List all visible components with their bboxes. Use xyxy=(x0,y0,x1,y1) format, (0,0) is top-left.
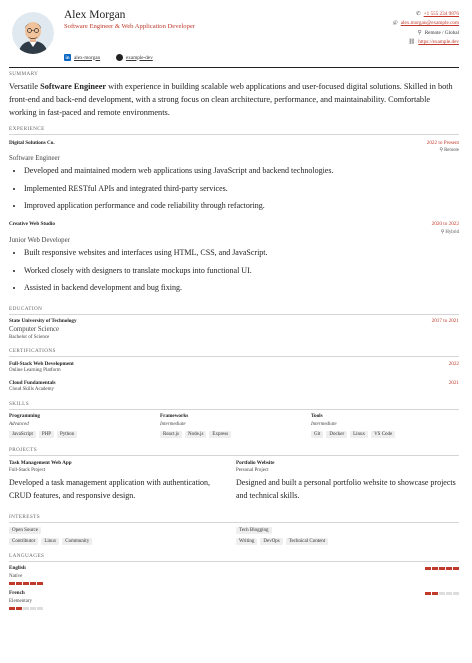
language-level-segment xyxy=(37,607,43,610)
interest-tag: Linux xyxy=(41,538,59,545)
github-profile[interactable] xyxy=(116,54,153,61)
linkedin-profile[interactable] xyxy=(64,54,100,61)
skill-tag: Python xyxy=(57,431,77,438)
skill-tag: PHP xyxy=(39,431,54,438)
language-level-segment xyxy=(30,582,36,585)
language-level-bar xyxy=(9,607,43,610)
location-pin-icon: ⚲ xyxy=(417,30,422,36)
section-divider xyxy=(9,455,459,456)
list-item: • Worked closely with designers to translate mockups into functional UI. xyxy=(24,266,268,284)
project-type: Full-Stack Project xyxy=(9,468,46,473)
interest-keywords xyxy=(9,538,92,545)
interest-tag: DevOps xyxy=(260,538,282,545)
job-dates: 2020 to 2022 xyxy=(431,221,459,227)
language-level-segment xyxy=(16,607,22,610)
project-name: Task Management Web App xyxy=(9,460,72,466)
education-degree: Bachelor of Science xyxy=(9,335,50,340)
company-name: Digital Solutions Co. xyxy=(9,140,55,146)
skill-tag: Docker xyxy=(326,431,347,438)
language-level-bar xyxy=(425,592,459,595)
section-divider xyxy=(9,356,459,357)
project-type: Personal Project xyxy=(236,468,269,473)
language-level-segment xyxy=(453,592,459,595)
language-level-segment xyxy=(446,592,452,595)
contact-location xyxy=(418,30,459,36)
language-level-bar xyxy=(425,567,459,570)
certification-year: 2022 xyxy=(448,361,459,367)
certification-name: Cloud Fundamentals xyxy=(9,380,56,386)
skill-tag: Node.js xyxy=(185,431,206,438)
language-fluency: Native xyxy=(9,574,23,579)
skill-keywords xyxy=(9,431,77,438)
section-divider xyxy=(9,522,459,523)
skill-name: Tools xyxy=(311,413,323,419)
at-icon: @ xyxy=(392,20,398,26)
person-name: Alex Morgan xyxy=(64,9,126,21)
language-level-segment xyxy=(16,582,22,585)
language-level-segment xyxy=(23,582,29,585)
job-location: ⚲ Hybrid xyxy=(440,230,459,235)
interest-tag: Open Source xyxy=(9,527,41,534)
avatar xyxy=(12,12,54,54)
section-divider xyxy=(9,314,459,315)
language-level-segment xyxy=(9,607,15,610)
skill-tag: Express xyxy=(209,431,231,438)
skill-name: Programming xyxy=(9,413,41,419)
interest-tag: Contributor xyxy=(9,538,38,545)
skill-level: Intermediate xyxy=(311,422,337,427)
skill-tag: JavaScript xyxy=(9,431,36,438)
language-level-segment xyxy=(432,592,438,595)
education-dates: 2017 to 2021 xyxy=(431,318,459,324)
skill-tag: Linux xyxy=(350,431,368,438)
job-bullets xyxy=(24,166,333,219)
list-item: • Implemented RESTful APIs and integrated third-party services. xyxy=(24,184,333,202)
skill-level: Advanced xyxy=(9,422,29,427)
language-level-segment xyxy=(439,567,445,570)
summary-text: Versatile Software Engineer with experience in building scalable web applications and user-focused digital solutions. Skilled in both front-end and back-end development, with a strong focus on clean architecture, performance, and maintainability. Comfortable working in fast-paced and remote environments. xyxy=(9,82,453,117)
language-level-segment xyxy=(30,607,36,610)
section-divider xyxy=(9,561,459,562)
certification-year: 2021 xyxy=(448,380,459,386)
language-level-segment xyxy=(9,582,15,585)
language-level-segment xyxy=(446,567,452,570)
list-item: • Built responsive websites and interfaces using HTML, CSS, and JavaScript. xyxy=(24,248,268,266)
list-item: • Assisted in backend development and bug fixing. xyxy=(24,283,268,301)
section-title-skills: SKILLS xyxy=(9,401,29,407)
interest-keywords xyxy=(236,527,272,534)
job-location: ⚲ Remote xyxy=(439,148,459,153)
section-title-interests: INTERESTS xyxy=(9,514,40,520)
list-item: • Developed and maintained modern web applications using JavaScript and backend technologies. xyxy=(24,166,333,184)
job-bullets xyxy=(24,248,268,301)
website-link[interactable]: https://example.dev xyxy=(418,39,459,45)
section-title-summary: SUMMARY xyxy=(9,71,39,77)
project-name: Portfolio Website xyxy=(236,460,275,466)
linkedin-link[interactable]: alex-morgan xyxy=(74,54,101,61)
certification-issuer: Online Learning Platform xyxy=(9,368,61,373)
section-title-education: EDUCATION xyxy=(9,306,43,312)
section-title-projects: PROJECTS xyxy=(9,447,37,453)
certification-issuer: Cloud Skills Academy xyxy=(9,387,54,392)
skill-name: Frameworks xyxy=(160,413,189,419)
interest-tag: Writing xyxy=(236,538,257,545)
skill-level: Intermediate xyxy=(160,422,186,427)
language-level-segment xyxy=(23,607,29,610)
phone-link[interactable]: +1 555 234 9876 xyxy=(423,11,459,17)
github-icon xyxy=(116,54,123,61)
language-level-segment xyxy=(453,567,459,570)
summary-highlight: Software Engineer xyxy=(40,82,107,91)
section-title-certifications: CERTIFICATIONS xyxy=(9,348,56,354)
skill-tag: Git xyxy=(311,431,323,438)
interest-tag: Technical Content xyxy=(286,538,328,545)
language-level-segment xyxy=(439,592,445,595)
language-fluency: Elementary xyxy=(9,599,33,604)
linkedin-icon: in xyxy=(65,55,70,60)
interest-tag: Tech Blogging xyxy=(236,527,272,534)
language-name: English xyxy=(9,565,26,571)
language-level-segment xyxy=(432,567,438,570)
location-pin-icon: ⚲ xyxy=(440,230,446,235)
project-description: Developed a task management application with authentication, CRUD features, and responsive design. xyxy=(9,478,211,500)
github-link[interactable]: example-dev xyxy=(126,54,153,61)
link-icon: ⛓ xyxy=(408,39,416,45)
language-level-segment xyxy=(425,592,431,595)
certification-name: Full-Stack Web Development xyxy=(9,361,74,367)
location-text: Remote / Global xyxy=(424,30,459,36)
interest-keywords xyxy=(236,538,328,545)
person-role: Software Engineer & Web Application Developer xyxy=(64,23,195,30)
header-divider xyxy=(9,67,459,68)
interest-keywords xyxy=(9,527,41,534)
skill-tag: React.js xyxy=(160,431,182,438)
company-name: Creative Web Studio xyxy=(9,221,55,227)
contact-email[interactable] xyxy=(393,20,459,26)
language-level-segment xyxy=(37,582,43,585)
section-title-languages: LANGUAGES xyxy=(9,553,45,559)
job-position: Junior Web Developer xyxy=(9,237,70,244)
skill-keywords xyxy=(311,431,395,438)
project-description: Designed and built a personal portfolio website to showcase projects and technical skills. xyxy=(236,478,456,500)
school-name: State University of Technology xyxy=(9,318,77,324)
section-divider xyxy=(9,134,459,135)
phone-icon: ✆ xyxy=(416,11,421,17)
language-level-bar xyxy=(9,582,43,585)
section-divider xyxy=(9,409,459,410)
language-name: French xyxy=(9,590,25,596)
email-link[interactable]: alex.morgan@example.com xyxy=(400,20,459,26)
skill-keywords xyxy=(160,431,231,438)
contact-phone[interactable] xyxy=(416,11,459,17)
skill-tag: VS Code xyxy=(371,431,395,438)
job-position: Software Engineer xyxy=(9,155,60,162)
section-title-experience: EXPERIENCE xyxy=(9,126,45,132)
language-level-segment xyxy=(425,567,431,570)
education-field: Computer Science xyxy=(9,326,60,333)
contact-website[interactable] xyxy=(408,39,459,45)
job-dates: 2022 to Present xyxy=(426,140,459,146)
interest-tag: Community xyxy=(62,538,92,545)
list-item: • Improved application performance and code reliability through refactoring. xyxy=(24,201,333,219)
location-pin-icon: ⚲ xyxy=(439,148,445,153)
